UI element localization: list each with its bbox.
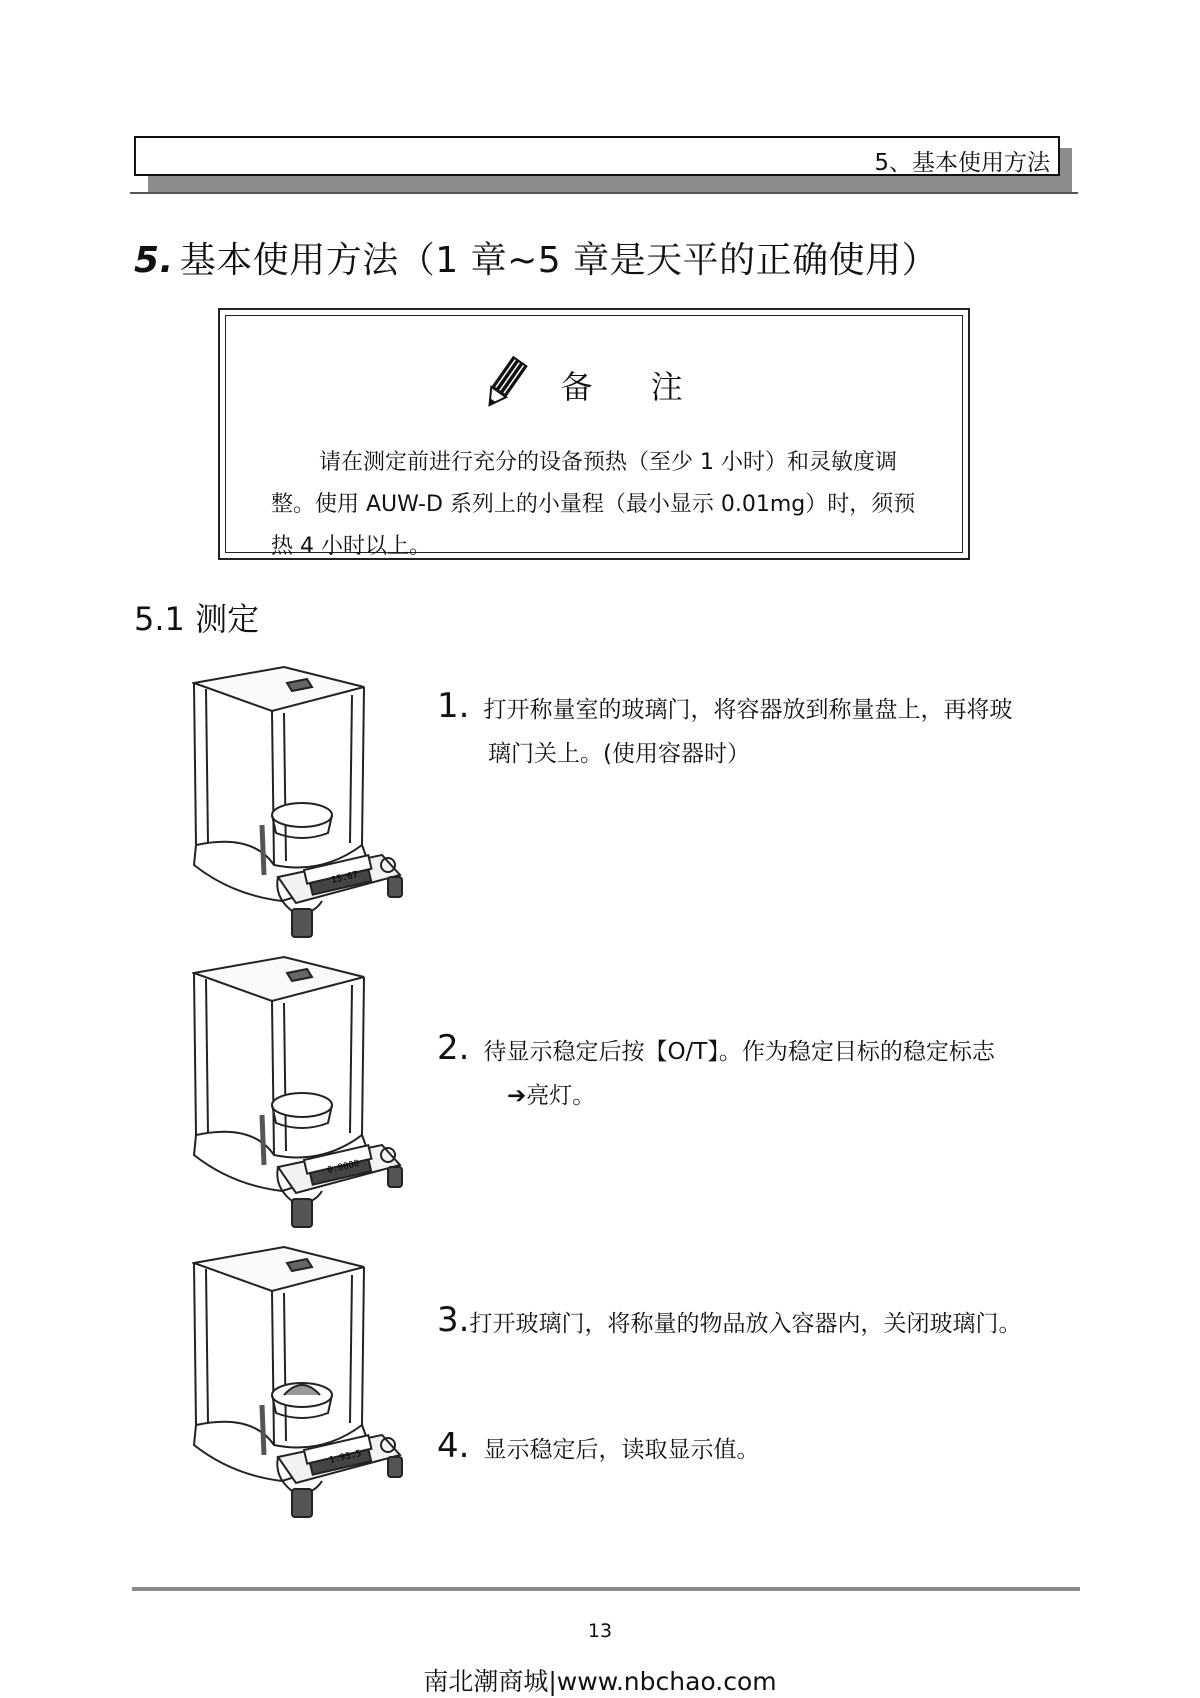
chapter-header (134, 136, 1060, 176)
note-box-inner (225, 315, 963, 559)
title-text: 基本使用方法（1 章~5 章是天平的正确使用） (179, 240, 939, 281)
balance-illustration-1 (192, 665, 412, 955)
step-3-line1: 打开玻璃门，将称量的物品放入容器内，关闭玻璃门。 (469, 1311, 1022, 1337)
page-number: 13 (587, 1620, 613, 1642)
header-rule (130, 192, 1078, 194)
step-4 (437, 1424, 759, 1472)
chapter-label: 5、基本使用方法 (874, 150, 1050, 176)
step-3-number: 3. (437, 1300, 470, 1340)
title-number: 5. (134, 240, 174, 281)
note-text: 请在测定前进行充分的设备预热（至少 1 小时）和灵敏度调整。使用 AUW-D 系列上的小量程（最小显示 0.01mg）时，须预热 4 小时以上。 (271, 450, 916, 559)
step-1-line1: 打开称量室的玻璃门，将容器放到称量盘上，再将玻 (483, 697, 1013, 723)
site-watermark: 南北潮商城|www.nbchao.com (423, 1667, 777, 1696)
step-4-line1: 显示稳定后，读取显示值。 (483, 1437, 760, 1463)
step-2-number: 2. (437, 1028, 470, 1068)
step-1-line2: 璃门关上。(使用容器时） (488, 741, 750, 767)
note-body (271, 442, 936, 568)
note-title: 备 注 (560, 368, 707, 406)
section-heading: 5.1 测定 (134, 600, 260, 638)
display-readout-3: 1.93.5 (328, 1448, 363, 1466)
step-2 (437, 1026, 995, 1118)
pencil-icon (481, 354, 529, 416)
balance-illustration-2 (192, 955, 412, 1245)
note-box (218, 308, 970, 560)
display-readout-1: 15.67 (330, 870, 360, 886)
display-readout-2: 0.0000 (326, 1158, 361, 1176)
step-1-number: 1. (437, 686, 470, 726)
footer-rule (132, 1587, 1080, 1591)
page-title (134, 232, 938, 283)
step-3 (437, 1298, 1021, 1346)
step-4-number: 4. (437, 1426, 470, 1466)
step-2-line2: ➔亮灯。 (507, 1083, 596, 1109)
step-1 (437, 684, 1012, 776)
step-2-line1: 待显示稳定后按【O/T】。作为稳定目标的稳定标志 (483, 1039, 995, 1065)
balance-illustration-3 (192, 1245, 412, 1535)
note-header (226, 354, 962, 416)
